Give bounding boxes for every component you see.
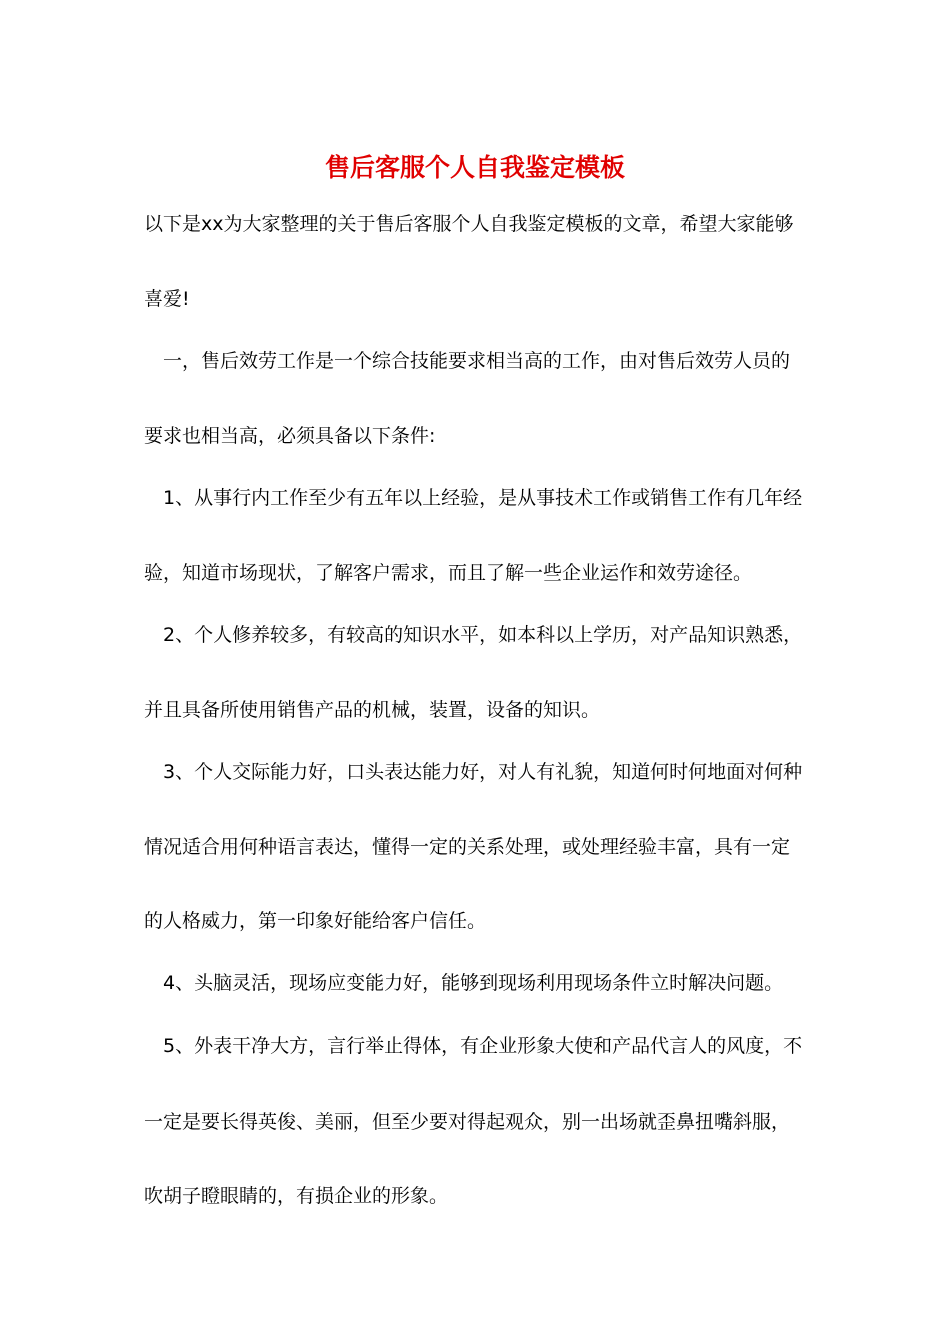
item-3-line-3: 的人格威力，第一印象好能给客户信任。 (144, 910, 487, 932)
document-title: 售后客服个人自我鉴定模板 (324, 153, 625, 182)
item-3-line-2: 情况适合用何种语言表达，懂得一定的关系处理，或处理经验丰富，具有一定 (144, 836, 791, 858)
item-3-line-1: 3、个人交际能力好，口头表达能力好，对人有礼貌，知道何时何地面对何种 (163, 761, 803, 783)
item-4-line-1: 4、头脑灵活，现场应变能力好，能够到现场利用现场条件立时解决问题。 (163, 972, 784, 994)
item-5-line-3: 吹胡子瞪眼睛的，有损企业的形象。 (144, 1185, 449, 1207)
item-5-line-1: 5、外表干净大方，言行举止得体，有企业形象大使和产品代言人的风度，不 (163, 1035, 803, 1057)
item-1-line-2: 验，知道市场现状，了解客户需求，而且了解一些企业运作和效劳途径。 (144, 562, 753, 584)
section-one-line-1: 一，售后效劳工作是一个综合技能要求相当高的工作，由对售后效劳人员的 (163, 350, 791, 372)
item-2-line-2: 并且具备所使用销售产品的机械，装置，设备的知识。 (144, 699, 601, 721)
item-5-line-2: 一定是要长得英俊、美丽，但至少要对得起观众，别一出场就歪鼻扭嘴斜服， (144, 1111, 791, 1133)
intro-line-1: 以下是xx为大家整理的关于售后客服个人自我鉴定模板的文章，希望大家能够 (144, 213, 794, 235)
section-one-line-2: 要求也相当高，必须具备以下条件: (144, 425, 436, 447)
item-1-line-1: 1、从事行内工作至少有五年以上经验，是从事技术工作或销售工作有几年经 (163, 487, 803, 509)
item-2-line-1: 2、个人修养较多，有较高的知识水平，如本科以上学历，对产品知识熟悉， (163, 624, 803, 646)
intro-line-2: 喜爱! (144, 288, 190, 310)
